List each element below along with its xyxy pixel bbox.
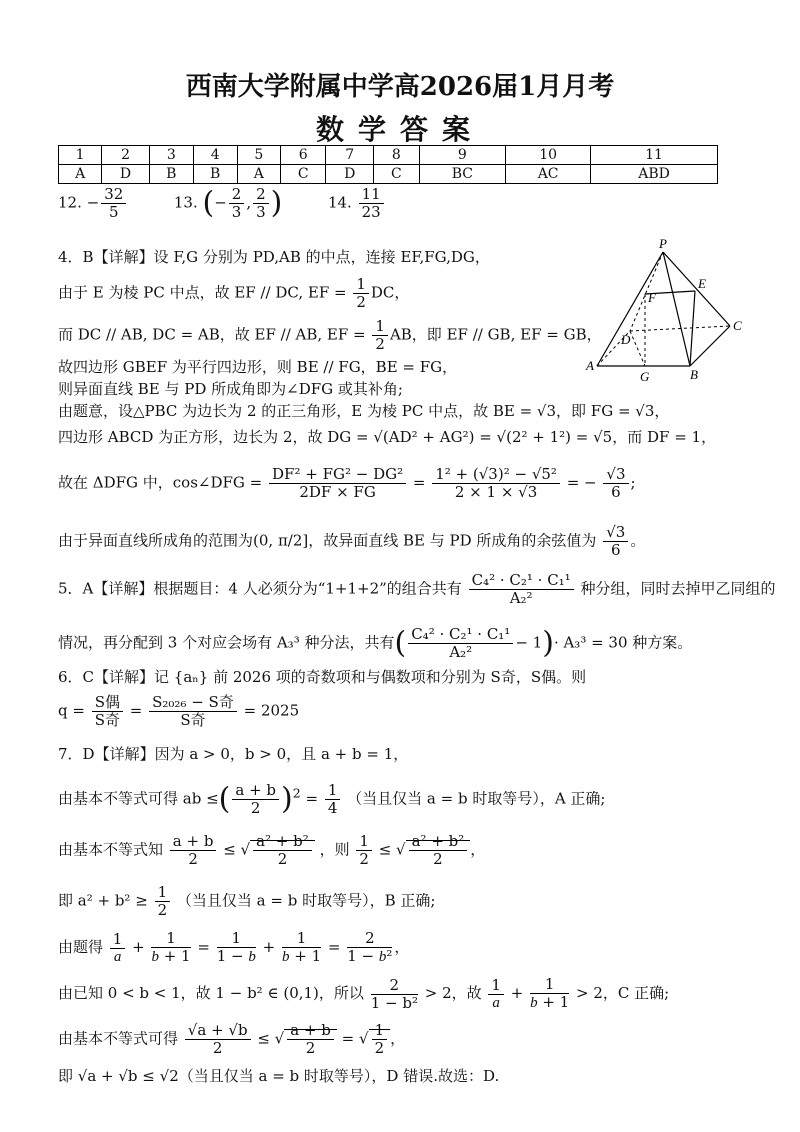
q6-frac2-num: S₂₀₂₆ − S奇	[149, 694, 237, 712]
q13-a-denominator: 3	[231, 203, 242, 221]
q6-line-2: q = $\frac{\text{S偶}}{\text{S奇}}$ = $\frac{\text{S₂₀₂₆ − S奇}}{\text{S奇}}$ = 2025	[58, 693, 300, 729]
q7-line-7-frac3-den: 2	[374, 1039, 385, 1057]
label-b: B	[690, 367, 698, 382]
edge-pc	[663, 252, 730, 326]
q13-b-numerator: 2	[253, 186, 269, 204]
q4-frac2-num: 1² + (√3)² − √5²	[432, 466, 560, 484]
q7-line-3-half-num: 1	[356, 833, 372, 851]
page-subtitle: 数学答案	[315, 113, 484, 146]
q5-line-2: 情况，再分配到 3 个对应会场有 A₃³ 种分法，共有( $\frac{\text{C₄² · C₂¹ · C₁¹}}{\text{A₂²}}$ − 1)· A₃³ = 30 种方案。	[58, 625, 693, 661]
q5-frac2-num: C₄² · C₂¹ · C₁¹	[408, 626, 513, 644]
q5-frac1-num: C₄² · C₂¹ · C₁¹	[469, 572, 574, 590]
q6-q-label: q =	[58, 701, 85, 720]
question-number-5: 5	[237, 146, 280, 165]
q4-cos-label: 故在 ΔDFG 中，cos∠DFG =	[58, 473, 263, 492]
q13-a-numerator: 2	[229, 186, 245, 204]
q4-line-4: 故四边形 GBEF 为平行四边形，则 BE // FG，BE = FG，	[58, 358, 458, 376]
q7-ab-num: a + b	[232, 782, 279, 800]
label-f: F	[648, 290, 656, 305]
label-e: E	[698, 276, 706, 291]
q7-line-3-frac1-num: a + b	[170, 833, 217, 851]
answer-table-number-row	[59, 146, 718, 165]
question-number-4: 4	[193, 146, 237, 165]
q4-line-2-end: DC，	[370, 283, 410, 302]
q13-b-denominator: 3	[256, 203, 266, 221]
q6-frac1-den: S奇	[94, 711, 121, 729]
question-number-11: 11	[591, 146, 718, 165]
q5-minus-one: − 1	[515, 633, 543, 652]
q7-line-3: 由基本不等式知 $\frac{a + b}{2}$ ≤ √ $\frac{\text{a² + b²}}{2}$ ，则 $\frac{1}{2}$ ≤ √ $\frac{\text{a² + b²}}{2}$ ，	[58, 832, 486, 868]
edge-pd-hidden	[630, 252, 663, 331]
q7-line-6: 由已知 0 < b < 1，故 1 − b² ∈ (0,1)，所以 $\frac{2}{\text{1 − b²}}$ > 2，故 $\frac{1}{a}$ + $\frac{1}{b + 1}$ > 2，C 正确;	[58, 975, 670, 1012]
q7-line-3-frac1-den: 2	[188, 850, 198, 868]
edge-pa	[597, 252, 663, 366]
q5-line-1-a: 5．A【详解】根据题目：4 人必须分为“1+1+2”的组合共有	[58, 579, 462, 598]
q4-frac3-num: √3	[603, 466, 628, 484]
q12-numerator: 32	[101, 186, 126, 204]
q7-line-6-b: > 2，故	[424, 984, 482, 1002]
q7-line-6-c: > 2，C 正确;	[576, 984, 670, 1002]
question-number-8: 8	[374, 146, 420, 165]
label-a: A	[586, 358, 594, 373]
segment-dg-hidden	[630, 331, 645, 366]
q7-line-7-frac2-num: a + b	[287, 1022, 334, 1040]
q7-quarter-num: 1	[325, 782, 341, 800]
label-g: G	[640, 369, 650, 384]
q4-line-7: 四边形 ABCD 为正方形，边长为 2，故 DG = √(AD² + AG²) = √(2² + 1²) = √5，而 DF = 1，	[58, 428, 717, 446]
q7-line-4-den: 2	[157, 901, 168, 919]
page-title: 西南大学附属中学高2026届1月月考	[185, 72, 615, 102]
q5-line-1	[58, 572, 776, 607]
q4-frac1-den: 2DF × FG	[299, 483, 376, 501]
answer-3: B	[149, 165, 193, 184]
q4-answer-den: 6	[611, 541, 621, 559]
q5-line-1-b: 种分组，同时去掉甲乙同组的	[580, 579, 776, 598]
q7-line-3-b: ，则	[319, 840, 350, 859]
label-c: C	[733, 318, 742, 333]
q7-line-4-num: 1	[155, 884, 171, 902]
question-number-3: 3	[149, 146, 193, 165]
question-number-10: 10	[506, 146, 591, 165]
q6-frac2-den: S奇	[180, 711, 206, 729]
question-number-6: 6	[280, 146, 326, 165]
q4-range-text: 由于异面直线所成角的范围为	[58, 531, 254, 550]
q5-line-2-a: 情况，再分配到 3 个对应会场有 A₃³ 种分法，共有	[58, 633, 395, 652]
q14-denominator: 23	[361, 203, 381, 221]
q5-line-2-c: · A₃³ = 30 种方案。	[553, 633, 693, 652]
label-p: P	[659, 236, 667, 251]
segment-be	[690, 291, 695, 366]
q7-ab-den: 2	[250, 799, 261, 817]
answer-8: C	[374, 165, 420, 184]
q12-label: 12.	[58, 193, 82, 212]
q7-line-4	[58, 884, 435, 919]
q4-line-8: 故在 ΔDFG 中，cos∠DFG = $\frac{\text{DF² + FG² − DG²}}{2DF \times FG}$ = $\frac{\text{1² + (√3)² − √5²}}{2 \times 1 \times √3}$ = − $\frac{√3}{6}$ ;	[58, 465, 636, 501]
question-number-9: 9	[419, 146, 506, 165]
answer-1: A	[59, 165, 102, 184]
q7-line-7-a: 由基本不等式可得	[58, 1029, 179, 1048]
q7-line-8: 即 √a + √b ≤ √2（当且仅当 a = b 时取等号），D 错误.故选：D.	[58, 1067, 500, 1085]
pyramid-figure	[585, 236, 760, 386]
q12-denominator: 5	[108, 203, 119, 221]
answer-5: A	[237, 165, 280, 184]
q4-line-2-text: 由于 E 为棱 PC 中点，故 EF // DC, EF =	[58, 283, 352, 302]
q4-line-5: 则异面直线 BE 与 PD 所成角即为∠DFG 或其补角;	[58, 380, 403, 398]
q4-line-3-a: 而 DC // AB, DC = AB，故 EF // AB, EF =	[58, 325, 371, 344]
label-d: D	[621, 332, 631, 347]
q4-line-1: 4．B【详解】设 F,G 分别为 PD,AB 的中点，连接 EF,FG,DG，	[58, 248, 490, 266]
q7-line-3-frac2-den: 2	[277, 850, 288, 868]
q7-quarter-den: 4	[327, 799, 338, 817]
q4-frac3-den: 6	[611, 483, 621, 501]
q4-range-interval: (0, π/2]	[253, 531, 309, 550]
q7-line-7: 由基本不等式可得 $\frac{√a + √b}{2}$ ≤ √ $\frac{a + b}{2}$ = √ $\frac{1}{2}$ ，	[58, 1021, 406, 1057]
q7-line-6-num: 2	[371, 977, 418, 995]
q7-line-4-b: （当且仅当 a = b 时取等号），B 正确;	[176, 891, 436, 910]
q14-label: 14.	[327, 193, 352, 212]
answer-11: ABD	[591, 165, 718, 184]
q7-line-4-a: 即 a² + b² ≥	[58, 891, 148, 910]
q7-line-3-half-den: 2	[359, 850, 369, 868]
q7-line-5: 由题得 $\frac{1}{a}$ + $\frac{1}{b + 1}$ = $\frac{1}{1 - b}$ + $\frac{1}{b + 1}$ = $\frac{2}{\text{1 − b²}}$ ，	[58, 929, 410, 965]
q7-line-6-a: 由已知 0 < b < 1，故 1 − b² ∈ (0,1)，所以	[58, 984, 364, 1002]
q14-numerator: 11	[359, 186, 384, 204]
q7-line-5-a: 由题得	[58, 938, 104, 956]
question-number-7: 7	[326, 146, 374, 165]
edge-bc	[690, 326, 730, 366]
q7-line-6-den: 1 − b²	[370, 993, 418, 1012]
q7-line-2: 由基本不等式可得 ab ≤( $\frac{a + b}{2}$ )$^2$ = $\frac{1}{4}$ （当且仅当 a = b 时取等号），A 正确;	[58, 781, 606, 817]
fill-in-answers: 12. − $\frac{32}{5}$ 13. (− $\frac{2}{3}$ , $\frac{2}{3}$ ) 14. $\frac{11}{23}$	[58, 186, 386, 221]
answer-table	[58, 145, 718, 184]
q7-line-7-frac2-den: 2	[305, 1039, 316, 1057]
q6-frac1-num: S偶	[92, 694, 123, 712]
q4-line-3: 而 DC // AB, DC = AB，故 EF // AB, EF = $\frac{1}{2}$ AB，即 EF // GB, EF = GB，	[58, 317, 602, 353]
q4-line-6: 由题意，设△PBC 为边长为 2 的正三角形，E 为棱 PC 中点，故 BE = √3，即 FG = √3，	[58, 402, 670, 420]
q7-line-3-a: 由基本不等式知	[58, 840, 164, 859]
answer-10: AC	[506, 165, 591, 184]
q4-answer-num: √3	[603, 524, 628, 542]
answer-table-answer-row	[59, 165, 718, 184]
q4-line-2: 由于 E 为棱 PC 中点，故 EF // DC, EF = $\frac{1}{2}$ DC，	[58, 275, 410, 311]
q7-line-1: 7．D【详解】因为 a > 0，b > 0，且 a + b = 1，	[58, 745, 409, 763]
q4-frac1-num: DF² + FG² − DG²	[269, 466, 406, 484]
answer-6: C	[280, 165, 326, 184]
q5-frac1-den: A₂²	[509, 589, 533, 607]
q7-line-3-frac2-num: a² + b²	[253, 833, 312, 851]
q4-line-3-b: AB，即 EF // GB, EF = GB，	[389, 325, 602, 344]
q6-result: = 2025	[243, 701, 300, 720]
q4-line-9: 由于异面直线所成角的范围为(0, π/2]，故异面直线 BE 与 PD 所成角的余弦值为 $\frac{√3}{6}$ 。	[58, 523, 646, 559]
answer-9: BC	[419, 165, 506, 184]
q7-line-7-frac3-num: 1	[372, 1022, 388, 1040]
question-number-1: 1	[59, 146, 102, 165]
q7-line-7-frac1-num: √a + √b	[185, 1022, 251, 1040]
q4-conclusion-text: ，故异面直线 BE 与 PD 所成角的余弦值为	[308, 531, 597, 550]
q4-frac2-den: 2 × 1 × √3	[454, 483, 538, 501]
q6-line-1: 6．C【详解】记 {aₙ} 前 2026 项的奇数项和与偶数项和分别为 S奇，S偶。则	[58, 668, 587, 686]
edge-pb	[663, 252, 690, 366]
q5-frac2-den: A₂²	[449, 643, 473, 661]
q13-label: 13.	[173, 193, 198, 212]
answer-7: D	[326, 165, 374, 184]
answer-2: D	[102, 165, 150, 184]
q7-line-7-frac1-den: 2	[212, 1039, 223, 1057]
answer-4: B	[193, 165, 237, 184]
q7-line-2-a: 由基本不等式可得 ab ≤	[58, 789, 219, 808]
question-number-2: 2	[102, 146, 150, 165]
q7-line-2-b: （当且仅当 a = b 时取等号），A 正确;	[347, 789, 606, 808]
